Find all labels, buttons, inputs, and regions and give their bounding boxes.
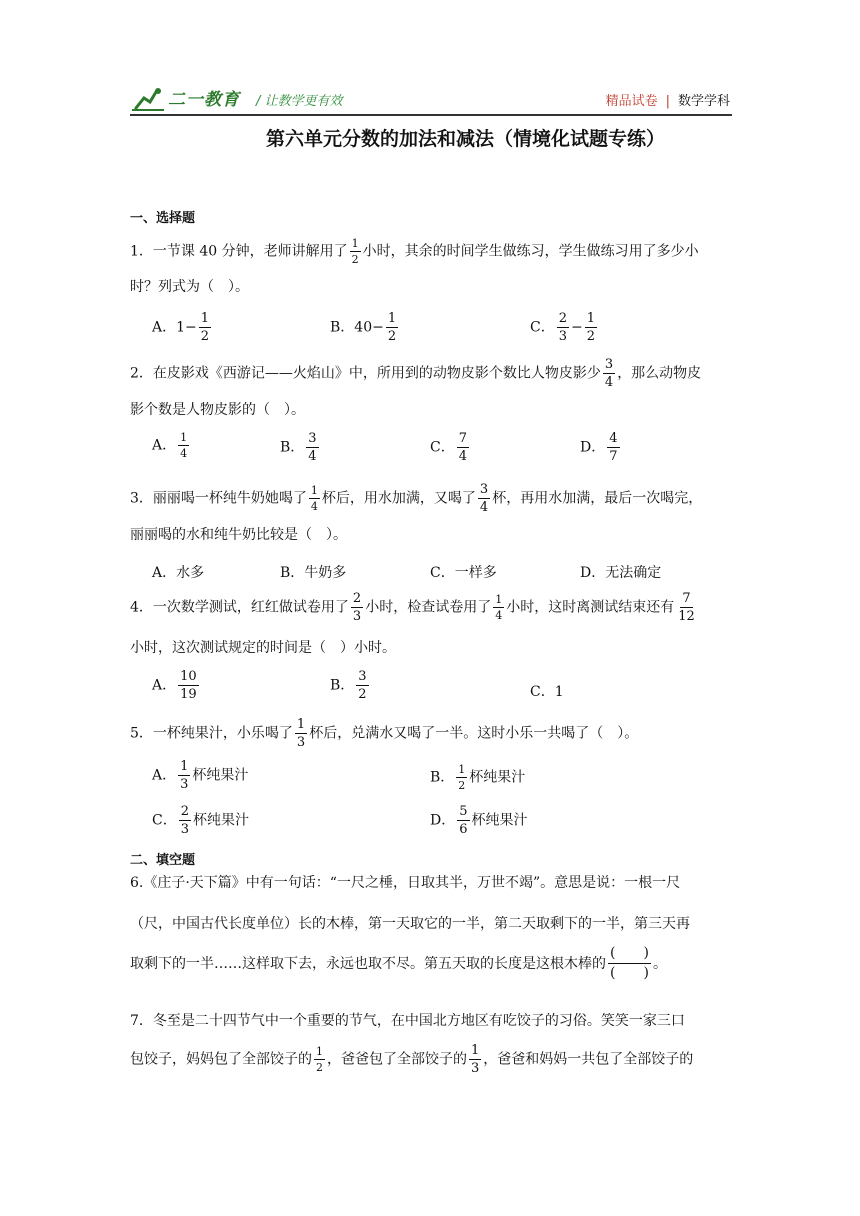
- denominator: 4: [495, 609, 503, 622]
- q5-option-c[interactable]: [152, 805, 249, 836]
- q7-text-b: ，爸爸包了全部饺子的: [327, 1051, 467, 1068]
- option-text: 杯纯果汁: [469, 769, 526, 786]
- numerator: 4: [609, 431, 618, 446]
- denominator: 4: [180, 447, 188, 460]
- q5-text-a: 5．一杯纯果汁，小乐喝了: [130, 725, 293, 742]
- numerator: 1: [296, 717, 306, 732]
- q5-text-b: 杯后，兑满水又喝了一半。这时小乐一共喝了（ ）。: [309, 725, 639, 742]
- q1-text-a: 1．一节课 40 分钟，老师讲解用了: [130, 243, 348, 260]
- header-brand: 精品试卷: [605, 94, 658, 109]
- numerator: 2: [180, 804, 189, 819]
- denominator: 2: [351, 253, 359, 266]
- blank-denominator: ( ): [610, 965, 649, 982]
- denominator: 2: [458, 779, 466, 792]
- option-fraction: [356, 670, 368, 701]
- q2-option-c[interactable]: [430, 432, 471, 463]
- option-label: B．: [280, 439, 305, 456]
- option-label: B．: [330, 319, 355, 336]
- option-prefix: 40−: [354, 319, 384, 336]
- option-fraction: [607, 432, 619, 463]
- option-fraction: [179, 805, 191, 836]
- numerator: 1: [180, 759, 189, 774]
- q3-fraction-2: [478, 483, 490, 514]
- q6-text-a: 取剩下的一半……这样取下去，永远也取不尽。第五天取的长度是这根木棒的: [130, 955, 606, 972]
- question-1-line-1: [130, 238, 699, 265]
- option-fraction: [199, 312, 211, 343]
- numerator: 2: [558, 311, 567, 326]
- question-7-line-1: 7．冬至是二十四节气中一个重要的节气，在中国北方地区有吃饺子的习俗。笑笑一家三口: [130, 1013, 685, 1029]
- q7-text-a: 包饺子，妈妈包了全部饺子的: [130, 1051, 312, 1068]
- option-label: A．: [152, 319, 177, 336]
- question-6-line-1: 6.《庄子·天下篇》中有一句话：“一尺之棰，日取其半，万世不竭”。意思是说：一根一尺: [130, 875, 681, 891]
- option-text: 杯纯果汁: [192, 767, 249, 784]
- q1-option-c[interactable]: [530, 312, 599, 343]
- option-label: A．: [152, 677, 177, 694]
- option-fraction: [457, 432, 469, 463]
- denominator: 3: [180, 822, 189, 837]
- option-label: A．: [152, 767, 177, 784]
- option-label: D．: [430, 812, 456, 829]
- numerator: 1: [180, 431, 188, 444]
- numerator: 3: [604, 357, 614, 372]
- q4-fraction-1: [351, 592, 363, 623]
- q4-fraction-2: [493, 594, 504, 621]
- numerator: 1: [351, 237, 359, 250]
- denominator: 3: [352, 609, 362, 624]
- question-2-line-1: [130, 358, 701, 389]
- option-label: D．: [580, 439, 606, 456]
- q3-option-b[interactable]: B．牛奶多: [280, 565, 347, 581]
- denominator: 12: [678, 609, 695, 624]
- numerator: 1: [316, 1045, 323, 1058]
- option-label: B．: [430, 769, 455, 786]
- q5-option-a[interactable]: [152, 760, 248, 791]
- q2-fraction: [603, 358, 615, 389]
- q4-text-c: 小时，这时离测试结束还有: [506, 599, 675, 616]
- question-7-line-2: [130, 1044, 693, 1075]
- question-4-line-1: [130, 592, 699, 623]
- question-6-line-3: [130, 946, 667, 982]
- header-slogan: / 让教学更有效: [256, 94, 343, 109]
- q4-text-b: 小时，检查试卷用了: [365, 599, 492, 616]
- q4-fraction-3: [676, 592, 697, 623]
- option-fraction-2: [585, 312, 597, 343]
- logo-text: 二一教育: [168, 90, 240, 110]
- numerator: 7: [458, 431, 467, 446]
- option-prefix: 1−: [176, 319, 197, 336]
- q2-text-a: 2．在皮影戏《西游记——火焰山》中，所用到的动物皮影个数比人物皮影少: [130, 365, 601, 382]
- option-label: C．: [530, 319, 555, 336]
- denominator: 7: [609, 449, 618, 464]
- option-fraction: [386, 312, 398, 343]
- option-fraction: [178, 432, 189, 459]
- q3-option-a[interactable]: A．水多: [152, 565, 205, 581]
- section-heading-fill: 二、填空题: [130, 853, 196, 868]
- option-fraction: [306, 432, 318, 463]
- numerator: 7: [682, 591, 691, 606]
- q3-fraction-1: [309, 485, 320, 512]
- option-label: C．: [430, 439, 455, 456]
- denominator: 3: [180, 777, 189, 792]
- numerator: 3: [358, 669, 367, 684]
- numerator: 3: [479, 482, 489, 497]
- q1-option-a[interactable]: [152, 312, 213, 343]
- q6-answer-blank[interactable]: [608, 946, 651, 982]
- denominator: 4: [479, 500, 489, 515]
- q4-text-a: 4．一次数学测试，红红做试卷用了: [130, 599, 349, 616]
- q3-option-c[interactable]: C．一样多: [430, 565, 497, 581]
- option-fraction: [178, 760, 190, 791]
- q7-text-c: ，爸爸和妈妈一共包了全部饺子的: [483, 1051, 694, 1068]
- document-title: 第六单元分数的加法和减法（情境化试题专练）: [266, 128, 666, 150]
- question-3-line-1: [130, 483, 702, 514]
- numerator: 1: [387, 311, 397, 326]
- denominator: 4: [310, 500, 318, 513]
- q7-fraction-1: [314, 1046, 325, 1073]
- denominator: 4: [308, 449, 317, 464]
- numerator: 1: [471, 1043, 480, 1058]
- option-fraction-1: [557, 312, 569, 343]
- q2-option-a[interactable]: [152, 432, 191, 459]
- denominator: 2: [200, 329, 210, 344]
- numerator: 5: [459, 804, 468, 819]
- q7-fraction-2: [469, 1044, 481, 1075]
- q5-fraction: [295, 718, 307, 749]
- numerator: 1: [586, 311, 596, 326]
- option-text: 杯纯果汁: [471, 812, 528, 829]
- header-subject: 数学学科: [677, 94, 730, 109]
- q5-option-b[interactable]: [430, 764, 525, 791]
- q3-text-b: 杯后，用水加满，又喝了: [321, 490, 476, 507]
- denominator: 6: [459, 822, 468, 837]
- q1-option-b[interactable]: [330, 312, 400, 343]
- question-6-line-2: （尺，中国古代长度单位）长的木棒，第一天取它的一半，第二天取剩下的一半，第三天再: [130, 916, 690, 932]
- denominator: 4: [458, 449, 467, 464]
- numerator: 1: [458, 763, 466, 776]
- q3-text-a: 3．丽丽喝一杯纯牛奶她喝了: [130, 490, 307, 507]
- section-heading-choice: 一、选择题: [130, 211, 196, 226]
- denominator: 2: [316, 1061, 323, 1074]
- blank-numerator: ( ): [608, 946, 651, 964]
- q6-text-end: 。: [652, 955, 667, 972]
- header-right: [606, 90, 730, 109]
- q2-text-b: ，那么动物皮: [617, 365, 702, 382]
- numerator: 1: [495, 593, 503, 606]
- option-operator: −: [571, 319, 583, 336]
- numerator: 1: [310, 484, 318, 497]
- denominator: 2: [387, 329, 397, 344]
- option-label: C．: [152, 812, 177, 829]
- numerator: 2: [352, 591, 362, 606]
- option-fraction: [456, 764, 467, 791]
- denominator: 2: [358, 687, 367, 702]
- q2-option-d[interactable]: [580, 432, 622, 463]
- q5-option-d[interactable]: [430, 805, 528, 836]
- page-header: [130, 84, 730, 114]
- option-label: A．: [152, 437, 177, 454]
- denominator: 3: [558, 329, 567, 344]
- question-5-line-1: [130, 718, 638, 749]
- q2-option-b[interactable]: [280, 432, 321, 463]
- numerator: 10: [180, 669, 197, 684]
- numerator: 3: [308, 431, 317, 446]
- header-separator: |: [665, 94, 670, 109]
- q4-option-c[interactable]: C．1: [530, 684, 564, 700]
- q4-option-a[interactable]: [152, 670, 201, 701]
- question-1-line-2: 时？列式为（ ）。: [130, 279, 249, 295]
- denominator: 4: [604, 375, 614, 390]
- q4-option-b[interactable]: [330, 670, 371, 701]
- header-divider: [130, 114, 732, 116]
- numerator: 1: [200, 311, 210, 326]
- q1-text-b: 小时，其余的时间学生做练习，学生做练习用了多少小: [362, 243, 699, 260]
- denominator: 3: [471, 1061, 480, 1076]
- q1-fraction: [350, 238, 361, 265]
- question-3-line-2: 丽丽喝的水和纯牛奶比较是（ ）。: [130, 527, 347, 543]
- q3-text-c: 杯，再用水加满，最后一次喝完，: [492, 490, 703, 507]
- question-4-line-2: 小时，这次测试规定的时间是（ ）小时。: [130, 640, 396, 656]
- option-label: B．: [330, 677, 355, 694]
- option-text: 杯纯果汁: [193, 812, 249, 829]
- denominator: 19: [180, 687, 197, 702]
- option-fraction: [457, 805, 469, 836]
- option-fraction: [178, 670, 199, 701]
- q3-option-d[interactable]: D．无法确定: [580, 565, 662, 581]
- question-2-line-2: 影个数是人物皮影的（ ）。: [130, 402, 305, 418]
- denominator: 2: [586, 329, 596, 344]
- denominator: 3: [296, 735, 306, 750]
